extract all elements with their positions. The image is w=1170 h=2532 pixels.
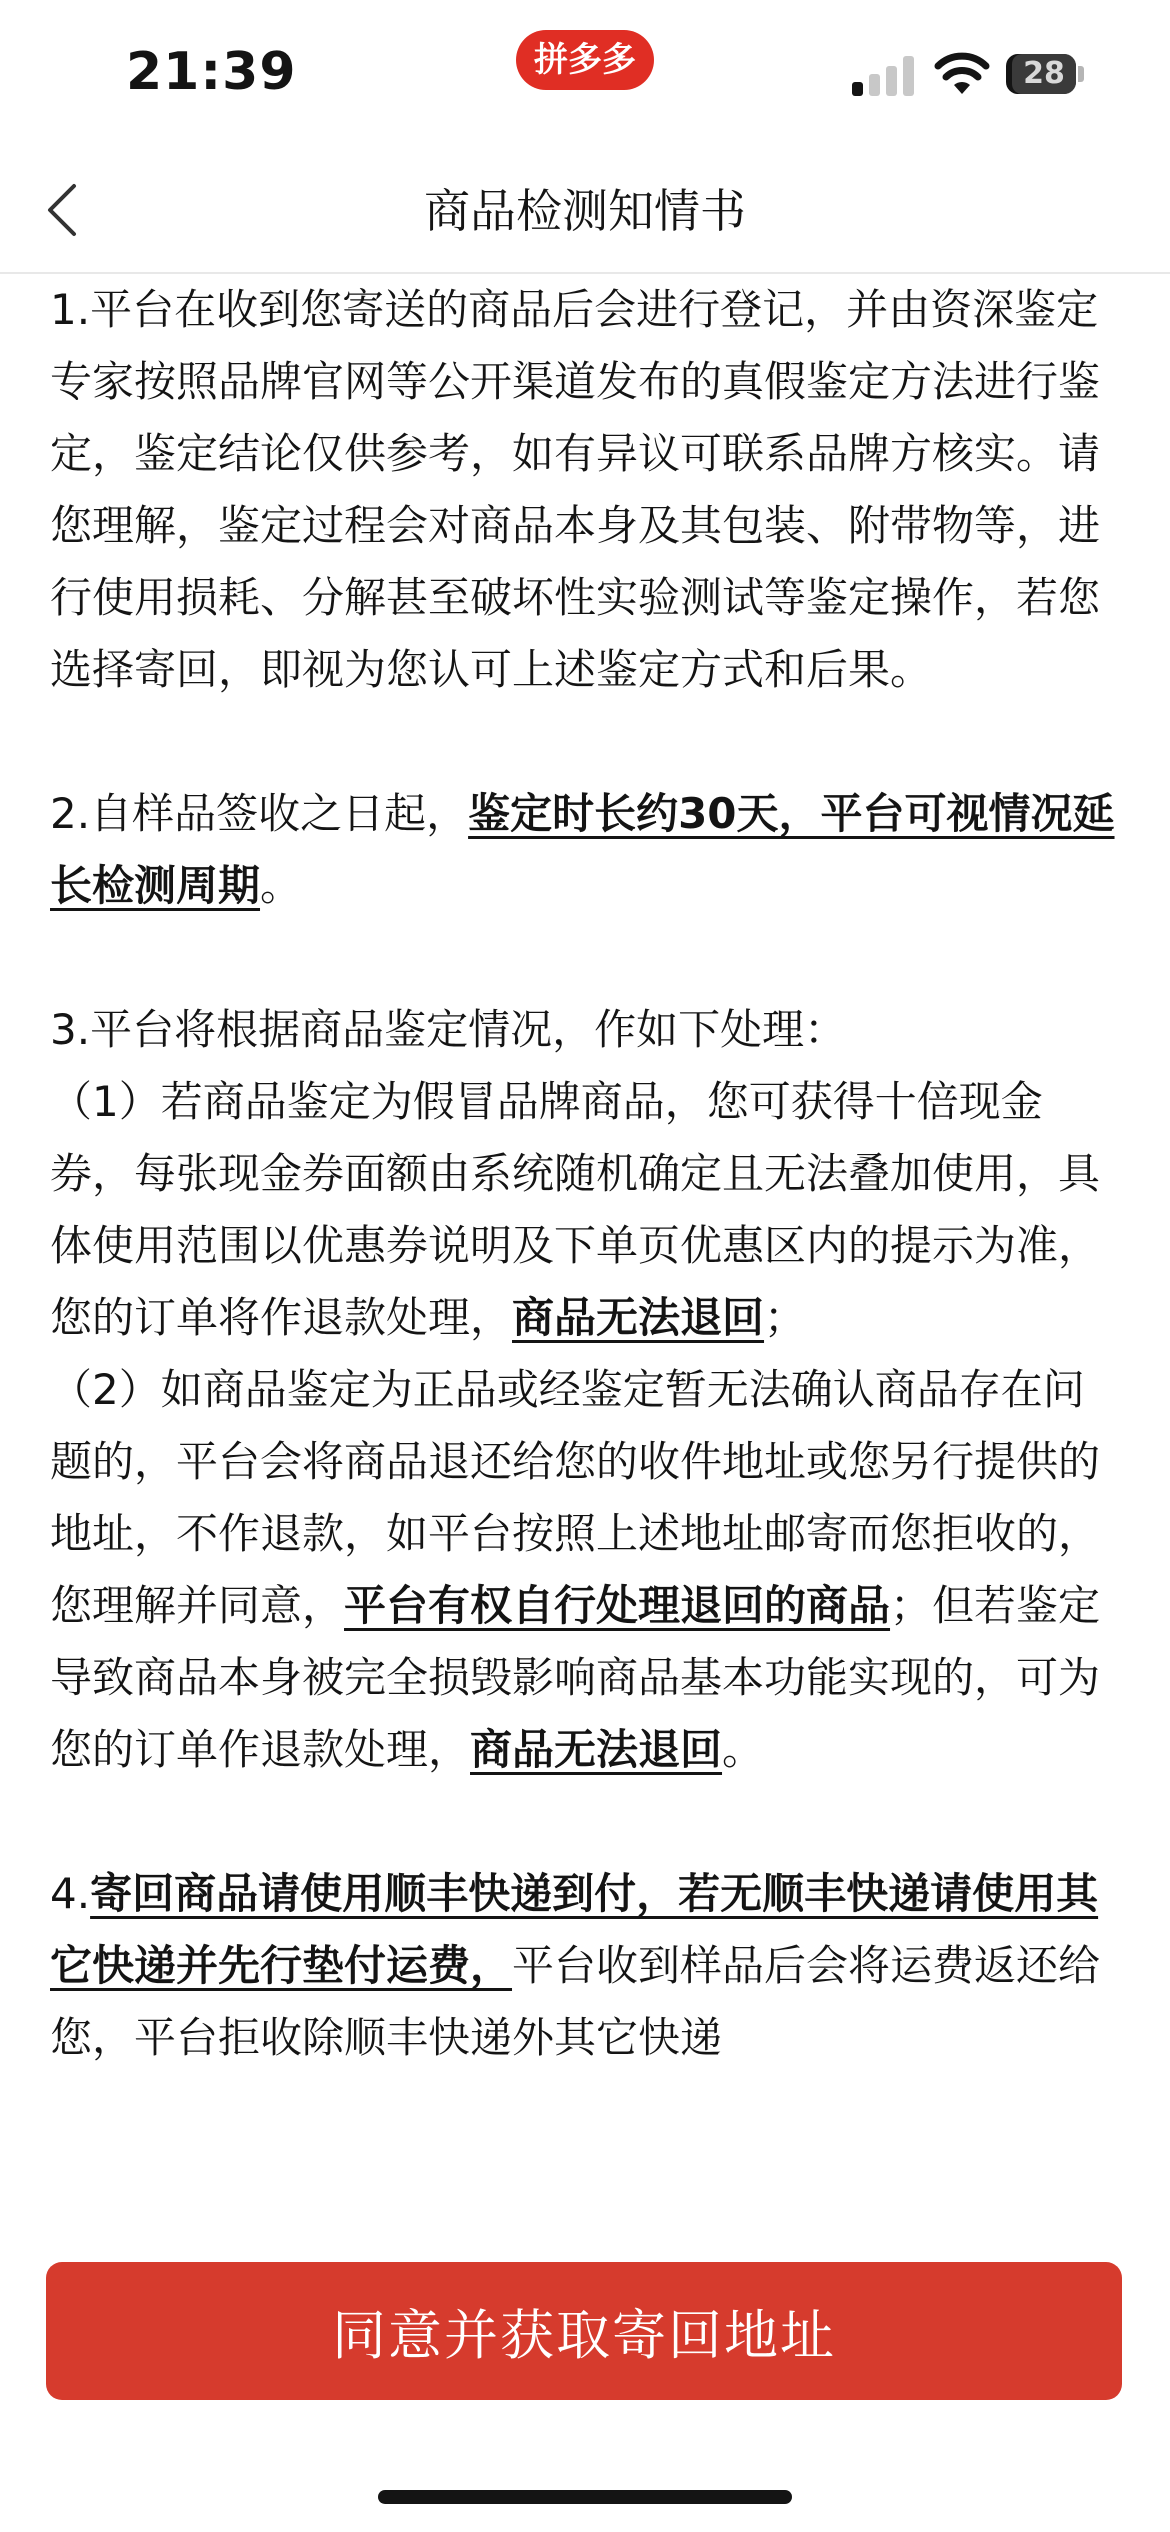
battery-level: 28	[1012, 54, 1076, 94]
section-3-item-2-emphasis-2: 商品无法退回	[470, 1725, 723, 1774]
section-3-item-2: （2）如商品鉴定为正品或经鉴定暂无法确认商品存在问题的，平台会将商品退还给您的收件地址或您另行提供的地址，不作退款，如平台按照上述地址邮寄而您拒收的，您理解并同意，平台有权自行处理退回的商品；但若鉴定导致商品本身被完全损毁影响商品基本功能实现的，可为您的订单作退款处理，商品无法退回。	[50, 1365, 1101, 1774]
section-4-emphasis: 寄回商品请使用顺丰快递到付，若无顺丰快递请使用其它快递并先行垫付运费，	[50, 1869, 1099, 1990]
app-badge: 拼多多	[516, 30, 654, 90]
wifi-icon	[934, 50, 990, 96]
section-2: 2.自样品签收之日起，鉴定时长约30天，平台可视情况延长检测周期。	[50, 789, 1115, 910]
section-4: 4.寄回商品请使用顺丰快递到付，若无顺丰快递请使用其它快递并先行垫付运费，平台收到样品后会将运费返还给您，平台拒收除顺丰快递外其它快递	[50, 1869, 1101, 2062]
page-title: 商品检测知情书	[424, 184, 746, 238]
chevron-left-icon[interactable]	[30, 170, 110, 250]
section-3-item-2-emphasis-1: 平台有权自行处理退回的商品	[344, 1581, 891, 1630]
nav-bar	[0, 150, 1170, 274]
section-1: 1.平台在收到您寄送的商品后会进行登记，并由资深鉴定专家按照品牌官网等公开渠道发布的真假鉴定方法进行鉴定，鉴定结论仅供参考，如有异议可联系品牌方核实。请您理解，鉴定过程会对商品本身及其包装、附带物等，进行使用损耗、分解甚至破坏性实验测试等鉴定操作，若您选择寄回，即视为您认可上述鉴定方式和后果。	[50, 285, 1101, 694]
section-3-intro: 3.平台将根据商品鉴定情况，作如下处理：	[50, 1005, 847, 1054]
section-2-emphasis: 鉴定时长约30天，平台可视情况延长检测周期	[50, 789, 1115, 910]
notice-content[interactable]	[50, 274, 1120, 2224]
section-3-item-1-emphasis: 商品无法退回	[512, 1293, 765, 1342]
cellular-signal-icon	[852, 56, 916, 96]
home-indicator	[378, 2490, 792, 2504]
status-bar	[0, 0, 1170, 150]
agree-get-return-address-button[interactable]: 同意并获取寄回地址	[46, 2262, 1122, 2400]
battery-icon	[1006, 54, 1084, 94]
status-time: 21:39	[126, 42, 297, 102]
section-3-item-1: （1）若商品鉴定为假冒品牌商品，您可获得十倍现金券，每张现金券面额由系统随机确定且无法叠加使用，具体使用范围以优惠券说明及下单页优惠区内的提示为准，您的订单将作退款处理，商品无法退回；	[50, 1077, 1101, 1342]
